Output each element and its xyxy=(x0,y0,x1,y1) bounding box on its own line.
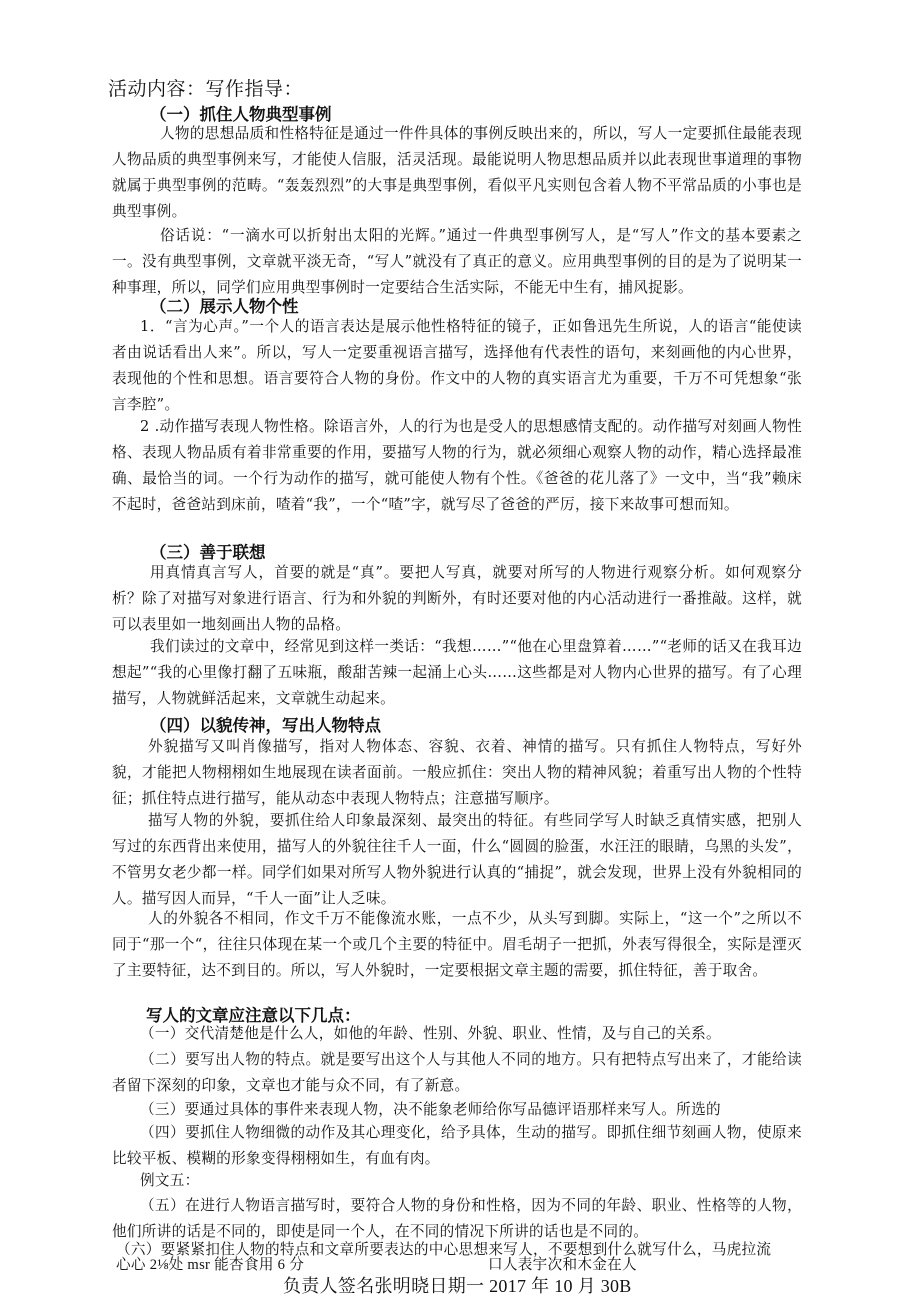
tip-item-6-line-2-right: 口人表宇次和木金在人 xyxy=(488,1256,637,1273)
tip-item-5: （五）在进行人物语言描写时，要符合人物的身份和性格，因为不同的年龄、职业、性格等的人物，他们所讲的话是不同的，即使是同一个人，在不同的情况下所讲的话也是不同的。 xyxy=(112,1197,802,1240)
tip-item-6-line-1: （六）要紧紧扣住人物的特点和文章所要表达的中心思想来写人，不要想到什么就写什么，马虎拉流 xyxy=(116,1241,772,1258)
page-title: 活动内容：写作指导： xyxy=(108,78,304,100)
tip-item-3: （三）要通过具体的事件来表现人物，决不能象老师给你写品德评语那样来写人。所选的 xyxy=(140,1101,721,1118)
section2-paragraph-1: 1．“言为心声。”一个人的语言表达是展示他性格特征的镜子，正如鲁迅先生所说，人的语言“能使读者由说话看出人来”。所以，写人一定要重视语言描写，选择他有代表性的语句，来刻画他的内心世界，表现他的个性和思想。语言要符合人物的身份。作文中的人物的真实语言尤为重要，千万不可凭想象“张言李腔”。 xyxy=(112,318,802,413)
section2-heading: （二）展示人物个性 xyxy=(150,297,299,316)
tip-item-4: （四）要抓住人物细微的动作及其心理变化，给予具体，生动的描写。即抓住细节刻画人物，使原来比较平板、模糊的形象变得栩栩如生，有血有肉。 xyxy=(112,1124,802,1167)
section3-heading: （三）善于联想 xyxy=(150,543,266,562)
section4-paragraph-3: 人的外貌各不相同，作文千万不能像流水账，一点不少，从头写到脚。实际上，“这一个”之所以不同于“那一个“，往往只体现在某一个或几个主要的特征中。眉毛胡子一把抓，外表写得很全，实际是湮灭了主要特征，达不到目的。所以，写人外貌时，一定要根据文章主题的需要，抓住特征，善于取舍。 xyxy=(112,910,802,979)
section4-paragraph-1: 外貌描写又叫肖像描写，指对人物体态、容貌、衣着、神情的描写。只有抓住人物特点，写好外貌，才能把人物栩栩如生地展现在读者面前。一般应抓住：突出人物的精神风貌；着重写出人物的个性特征；抓住特点进行描写，能从动态中表现人物特点；注意描写顺序。 xyxy=(112,738,802,807)
tip-item-1: （一）交代清楚他是什么人，如他的年龄、性别、外貌、职业、性情，及与自己的关系。 xyxy=(140,1025,721,1042)
section3-paragraph-2: 我们读过的文章中，经常见到这样一类话：“我想……”“他在心里盘算着……”“老师的话又在我耳边想起”“我的心里像打翻了五味瓶，酸甜苦辣一起涌上心头……这些都是对人物内心世界的描写。有了心理描写，人物就鲜活起来，文章就生动起来。 xyxy=(112,638,802,707)
section5-heading: 写人的文章应注意以下几点： xyxy=(146,1006,361,1025)
signature-date-footer: 负责人签名张明晓日期一 2017 年 10 月 30B xyxy=(283,1276,632,1296)
tip-item-6-line-2-left: 心心 2⅛处 msr 能杏食用 6 分 xyxy=(116,1257,305,1273)
section2-paragraph-2: 2 .动作描写表现人物性格。除语言外，人的行为也是受人的思想感情支配的。动作描写对刻画人物性格、表现人物品质有着非常重要的作用，要描写人物的行为，就必须细心观察人物的动作，精心选择最准确、最恰当的词。一个行为动作的描写，就可能使人物有个性。《爸爸的花儿落了》一文中，当“我”赖床不起时，爸爸站到床前，喳着“我”，一个“喳”字，就写尽了爸爸的严厉，接下来故事可想而知。 xyxy=(112,418,802,513)
section1-paragraph-1: 人物的思想品质和性格特征是通过一件件具体的事例反映出来的，所以，写人一定要抓住最能表现人物品质的典型事例来写，才能使人信服，活灵活现。最能说明人物思想品质并以此表现世事道理的事物就属于典型事例的范畴。“轰轰烈烈”的大事是典型事例，看似平凡实则包含着人物不平常品质的小事也是典型事例。 xyxy=(112,125,802,220)
section3-paragraph-1: 用真情真言写人，首要的就是“真”。要把人写真，就要对所写的人物进行观察分析。如何观察分析？除了对描写对象进行语言、行为和外貌的判断外，有时还要对他的内心活动进行一番推敲。这样，就可以表里如一地刻画出人物的品格。 xyxy=(112,564,802,633)
section1-paragraph-2: 俗话说：“一滴水可以折射出太阳的光辉。”通过一件典型事例写人，是“写人”作文的基本要素之一。没有典型事例，文章就平淡无奇，“写人”就没有了真正的意义。应用典型事例的目的是为了说明某一种事理，所以，同学们应用典型事例时一定要结合生活实际，不能无中生有，捕风捉影。 xyxy=(112,227,802,296)
section4-heading: （四）以貌传神，写出人物特点 xyxy=(150,716,381,735)
example-label: 例文五： xyxy=(140,1172,200,1189)
section4-paragraph-2: 描写人物的外貌，要抓住给人印象最深刻、最突出的特征。有些同学写人时缺乏真情实感，把别人写过的东西背出来使用，描写人的外貌往往千人一面，什么“圆圆的脸蛋，水汪汪的眼睛，乌黑的头发”，不管男女老少都一样。同学们如果对所写人物外貌进行认真的“捕捉”，就会发现，世界上没有外貌相同的人。描写因人而异，“千人一面”让人乏味。 xyxy=(112,812,802,907)
section1-heading: （一）抓住人物典型事例 xyxy=(150,105,332,124)
tip-item-2: （二）要写出人物的特点。就是要写出这个人与其他人不同的地方。只有把特点写出来了，才能给读者留下深刻的印象，文章也才能与众不同，有了新意。 xyxy=(112,1051,802,1094)
